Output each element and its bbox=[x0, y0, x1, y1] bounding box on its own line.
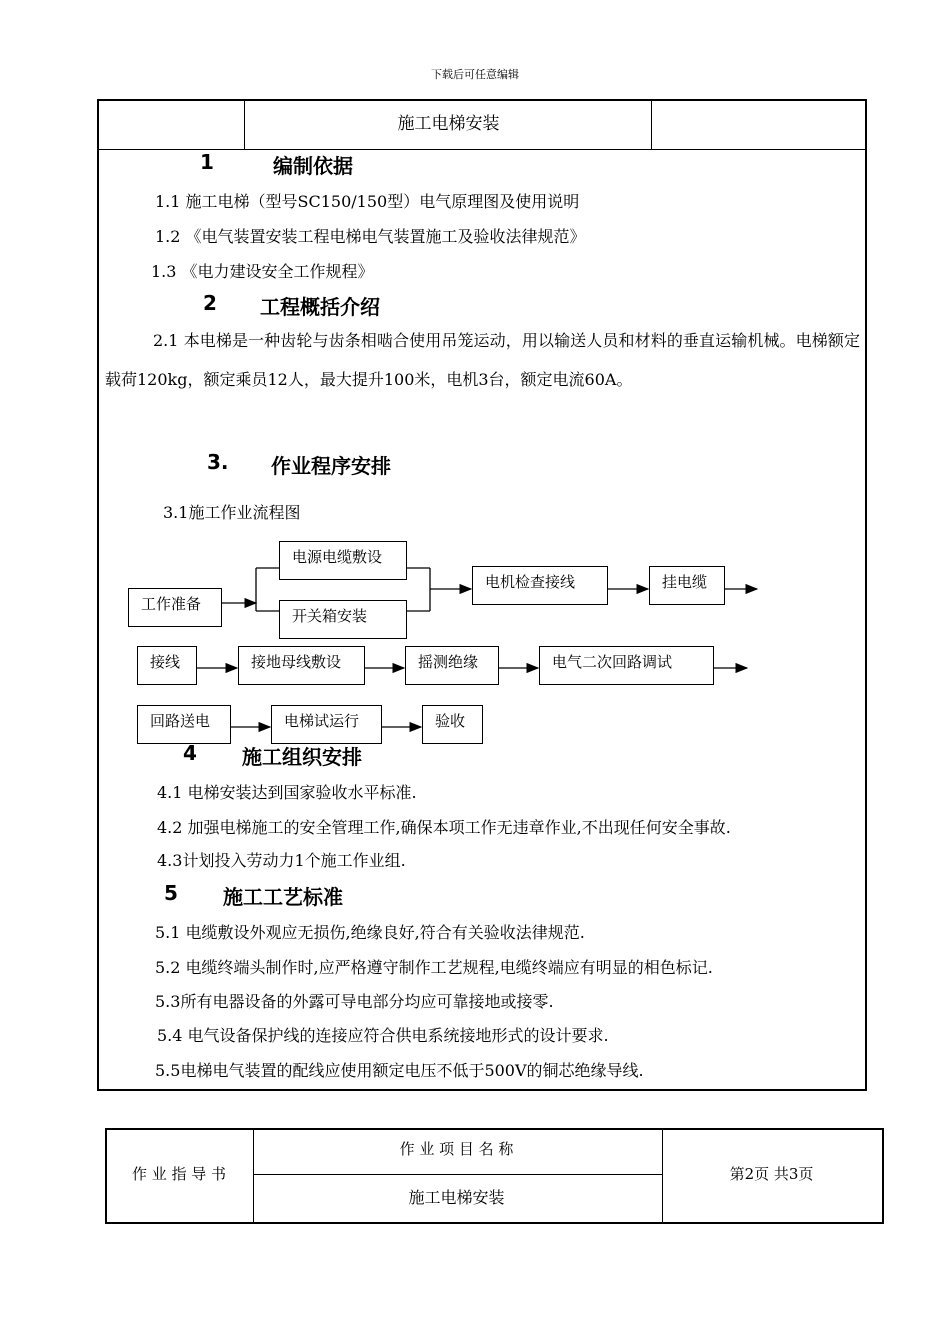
section-2-title: 工程概括介绍 bbox=[260, 295, 380, 319]
section-5-item: 5.2 电缆终端头制作时,应严格遵守制作工艺规程,电缆终端应有明显的相色标记. bbox=[155, 958, 713, 977]
section-5-number: 5 bbox=[164, 881, 178, 905]
flow-box-ground: 接地母线敷设 bbox=[238, 646, 365, 685]
section-5-item: 5.3所有电器设备的外露可导电部分均应可靠接地或接零. bbox=[155, 992, 554, 1011]
section-5-item: 5.5电梯电气装置的配线应使用额定电压不低于500V的铜芯绝缘导线. bbox=[155, 1061, 644, 1080]
page-title: 施工电梯安装 bbox=[397, 114, 500, 134]
section-4-title: 施工组织安排 bbox=[242, 745, 362, 769]
section-4-number: 4 bbox=[183, 741, 197, 765]
flow-box-insulation: 摇测绝缘 bbox=[405, 646, 499, 685]
section-4-item: 4.2 加强电梯施工的安全管理工作,确保本项工作无违章作业,不出现任何安全事故. bbox=[157, 818, 731, 837]
flow-box-prep: 工作准备 bbox=[128, 588, 222, 627]
section-2-number: 2 bbox=[203, 291, 217, 315]
flow-box-power: 回路送电 bbox=[137, 705, 231, 744]
flow-box-hang: 挂电缆 bbox=[649, 566, 725, 605]
flow-box-switch: 开关箱安装 bbox=[279, 600, 407, 639]
section-3-subtitle: 3.1施工作业流程图 bbox=[163, 503, 301, 522]
flow-box-accept: 验收 bbox=[422, 705, 483, 744]
footer-name-value: 施工电梯安装 bbox=[408, 1188, 505, 1207]
flow-box-trial: 电梯试运行 bbox=[271, 705, 382, 744]
footer-page-info: 第2页 共3页 bbox=[729, 1165, 814, 1183]
flow-box-wire: 接线 bbox=[137, 646, 197, 685]
section-3-title: 作业程序安排 bbox=[271, 454, 391, 478]
section-1-item: 1.3 《电力建设安全工作规程》 bbox=[151, 262, 374, 281]
section-1-item: 1.1 施工电梯（型号SC150/150型）电气原理图及使用说明 bbox=[155, 192, 580, 211]
section-4-item: 4.1 电梯安装达到国家验收水平标准. bbox=[157, 783, 417, 802]
section-4-item: 4.3计划投入劳动力1个施工作业组. bbox=[157, 851, 406, 870]
flow-box-cable: 电源电缆敷设 bbox=[279, 541, 407, 580]
flow-box-motor: 电机检查接线 bbox=[472, 566, 608, 605]
footer-doc-type: 作 业 指 导 书 bbox=[131, 1165, 227, 1183]
section-3-number: 3. bbox=[207, 450, 229, 474]
footer-name-label: 作 业 项 目 名 称 bbox=[399, 1140, 514, 1158]
section-5-item: 5.4 电气设备保护线的连接应符合供电系统接地形式的设计要求. bbox=[157, 1026, 609, 1045]
section-1-title: 编制依据 bbox=[273, 154, 353, 178]
section-2-paragraph: 2.1 本电梯是一种齿轮与齿条相啮合使用吊笼运动，用以输送人员和材料的垂直运输机械。电梯额定载荷120kg，额定乘员12人，最大提升100米，电机3台，额定电流60A。 bbox=[105, 331, 860, 389]
header-note: 下载后可任意编辑 bbox=[431, 68, 519, 81]
section-5-title: 施工工艺标准 bbox=[223, 885, 343, 909]
section-5-item: 5.1 电缆敷设外观应无损伤,绝缘良好,符合有关验收法律规范. bbox=[155, 923, 585, 942]
section-1-item: 1.2 《电气装置安装工程电梯电气装置施工及验收法律规范》 bbox=[155, 227, 586, 246]
section-1-number: 1 bbox=[200, 150, 214, 174]
flow-box-circuit: 电气二次回路调试 bbox=[539, 646, 714, 685]
